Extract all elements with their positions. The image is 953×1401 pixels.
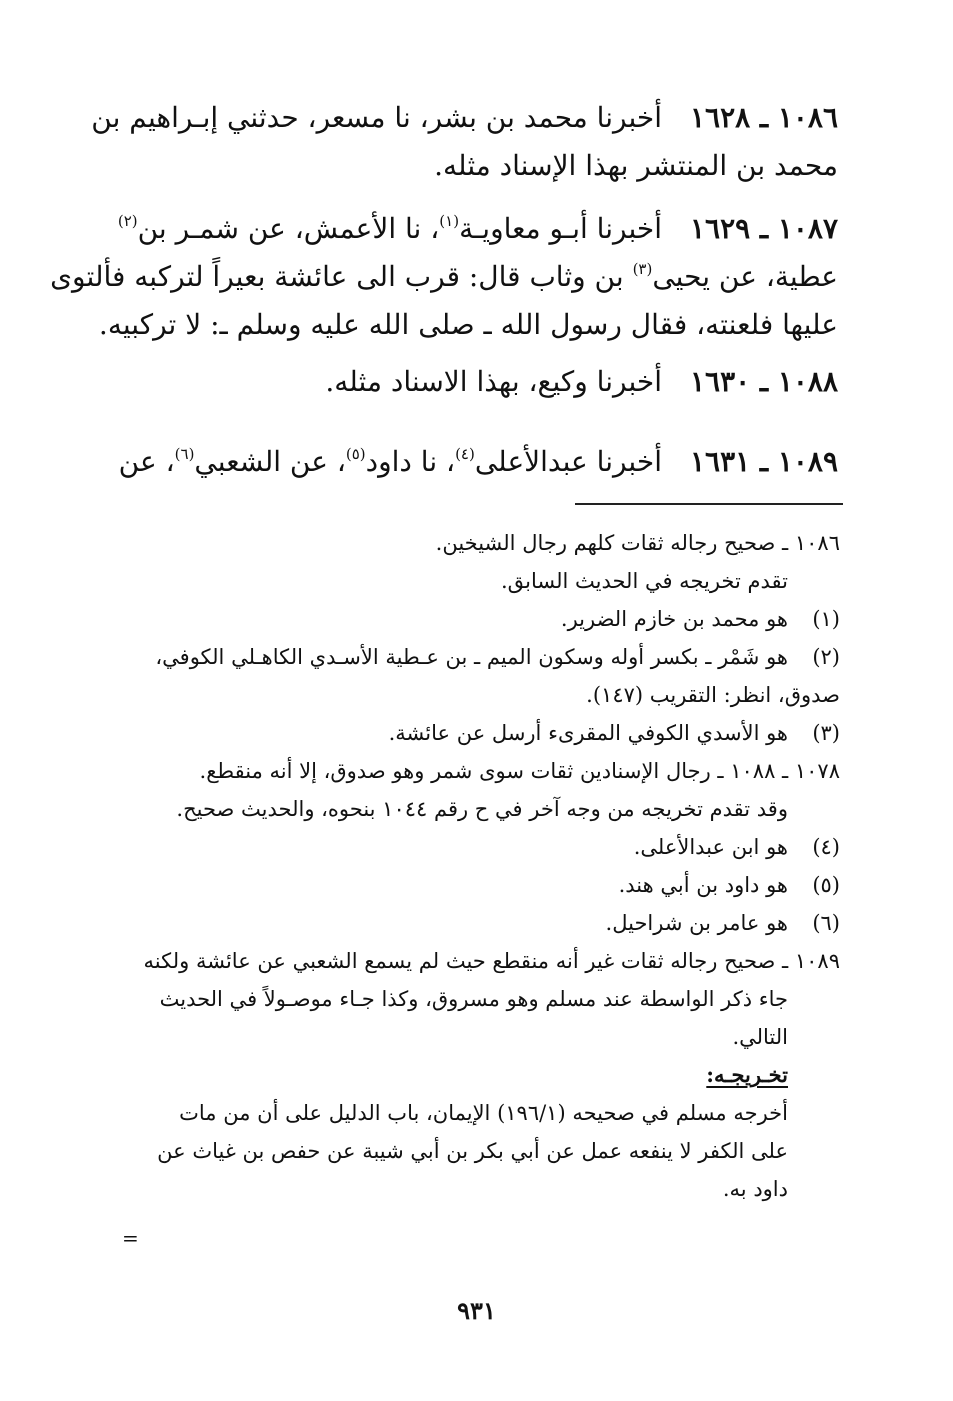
footnote-text: هو داود بن أبي هند.	[618, 873, 788, 897]
hadith-1088	[138, 358, 838, 406]
note-1086: ١٠٨٦ ـ صحيح رجاله ثقات كلهم رجال الشيخين.	[435, 531, 840, 555]
footnote-1	[138, 600, 840, 638]
footnote-text: هو عامر بن شراحيل.	[605, 911, 788, 935]
takhrij-text: على الكفر لا ينفعه عمل عن أبي بكر بن أبي شيبة عن حفص بن غياث عن	[157, 1139, 788, 1163]
footnote-text: هو ابن عبدالأعلى.	[633, 835, 788, 859]
hadith-text: ، عن الشعبي	[194, 445, 346, 478]
footnote-3	[138, 714, 840, 752]
note-1089: ١٠٨٩ ـ صحيح رجاله ثقات غير أنه منقطع حيث لم يسمع الشعبي عن عائشة ولكنه	[143, 949, 840, 973]
takhrij-heading-text: تخـريجـه:	[706, 1062, 788, 1087]
hadith-1088-line-1	[138, 358, 838, 406]
hadith-1089	[118, 438, 838, 486]
footnote-separator	[575, 503, 843, 505]
footnote-mark: (٣)	[812, 721, 840, 745]
footnote-2-cont: صدوق، انظر: التقريب (١٤٧).	[586, 683, 840, 707]
footnote-6	[138, 904, 840, 942]
takhrij-text: داود به.	[722, 1177, 788, 1201]
footnote-ref-3[interactable]: (٣)	[632, 260, 653, 278]
hadith-1087-line-3: عليها فلعنته، فقال رسول الله ـ صلى الله عليه وسلم ـ: لا تركبيه.	[98, 308, 838, 341]
footnote-mark: (٦)	[812, 911, 840, 935]
hadith-number: ١٠٨٧ ـ ١٦٢٩	[689, 212, 838, 245]
hadith-text: بن وثاب قال: قرب الى عائشة بعيراً لتركبه فألتوى	[50, 260, 633, 293]
hadith-1089-line-1	[118, 438, 838, 486]
footnote-5	[138, 866, 840, 904]
hadith-text: أخبرنا عبدالأعلى	[474, 445, 662, 478]
hadith-1087-line-1	[117, 205, 838, 253]
hadith-text: أخبرنا محمد بن بشر، نا مسعر، حدثني إبـراهيم بن	[91, 101, 662, 134]
hadith-1086-line-2: محمد بن المنتشر بهذا الإسناد مثله.	[434, 149, 838, 182]
footnote-ref-4[interactable]: (٤)	[455, 445, 475, 463]
footnote-mark: (٥)	[812, 873, 840, 897]
footnote-4	[138, 828, 840, 866]
takhrij-heading	[138, 1056, 840, 1094]
footnote-2	[138, 638, 840, 676]
hadith-text: أخبرنا وكيع، بهذا الاسناد مثله.	[325, 365, 662, 398]
continuation-mark: =	[122, 1226, 139, 1250]
hadith-1087-line-2	[50, 253, 838, 301]
note-1078-cont: وقد تقدم تخريجه من وجه آخر في ح رقم ١٠٤٤ بنحوه، والحديث صحيح.	[176, 797, 788, 821]
hadith-1086-line-1	[91, 94, 838, 142]
hadith-number: ١٠٨٩ ـ ١٦٣١	[689, 445, 838, 478]
footnote-ref-1[interactable]: (١)	[439, 212, 460, 230]
hadith-1087	[50, 205, 838, 349]
footnote-mark: (٤)	[812, 835, 840, 859]
page-number: ٩٣١	[457, 1296, 496, 1325]
footnote-ref-2[interactable]: (٢)	[117, 212, 138, 230]
note-1089-cont: جاء ذكر الواسطة عند مسلم وهو مسروق، وكذا جـاء موصـولاً في الحديث	[159, 987, 788, 1011]
footnote-ref-5[interactable]: (٥)	[345, 445, 366, 463]
hadith-number: ١٠٨٨ ـ ١٦٣٠	[689, 365, 838, 398]
hadith-text: ، عن	[118, 445, 175, 478]
hadith-text: عطية، عن يحيى	[652, 260, 838, 293]
note-1078: ١٠٧٨ ـ ١٠٨٨ ـ رجال الإسنادين ثقات سوى شمر وهو صدوق، إلا أنه منقطع.	[199, 759, 840, 783]
footnotes	[138, 524, 840, 1208]
hadith-number: ١٠٨٦ ـ ١٦٢٨	[689, 101, 838, 134]
footnote-mark: (١)	[812, 607, 840, 631]
hadith-1086	[91, 94, 838, 190]
note-1089-cont: التالي.	[732, 1025, 788, 1049]
footnote-text: هو شَمْر ـ بكسر أوله وسكون الميم ـ بن عـطية الأسـدي الكاهـلي الكوفي،	[155, 645, 788, 669]
footnote-text: هو الأسدي الكوفي المقرىء أرسل عن عائشة.	[388, 721, 788, 745]
takhrij-text: أخرجه مسلم في صحيحه (١٩٦/١) الإيمان، باب الدليل على أن من مات	[179, 1101, 788, 1125]
hadith-text: ، نا الأعمش، عن شمـر بن	[137, 212, 440, 245]
hadith-text: أخبرنا أبـو معاويـة	[459, 212, 662, 245]
hadith-text: ، نا داود	[365, 445, 456, 478]
footnote-mark: (٢)	[812, 645, 840, 669]
note-1086-cont: تقدم تخريجه في الحديث السابق.	[500, 569, 788, 593]
footnote-ref-6[interactable]: (٦)	[174, 445, 195, 463]
footnote-text: هو محمد بن خازم الضرير.	[560, 607, 788, 631]
